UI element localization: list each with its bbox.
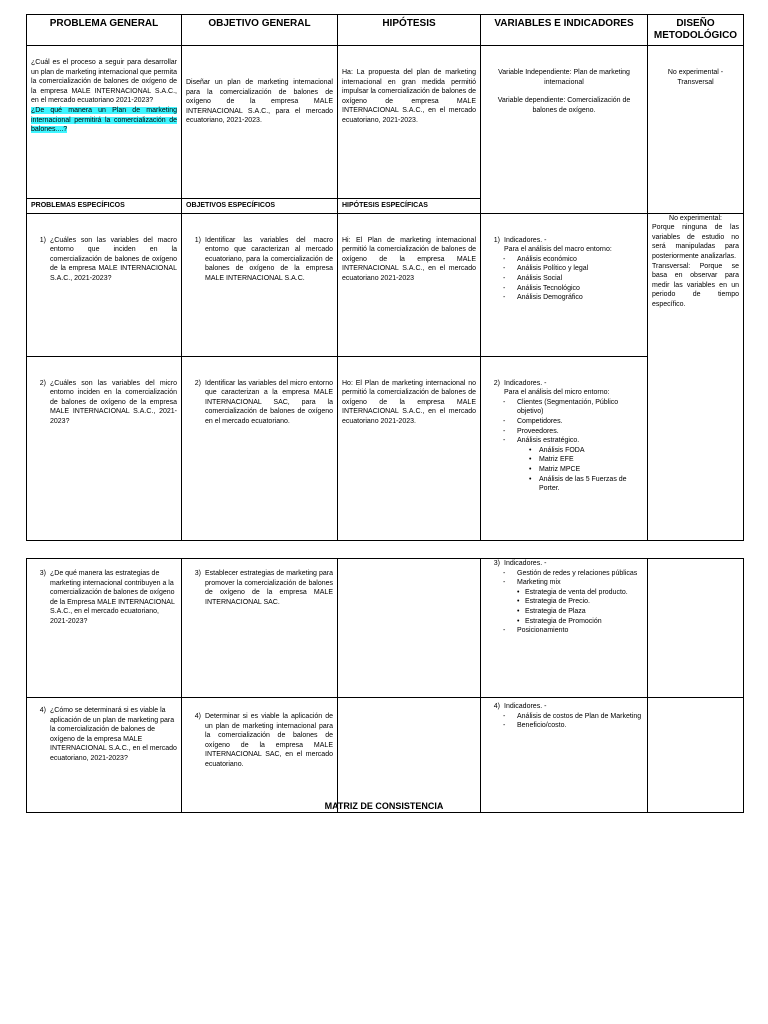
row2-problema-cell: 2) ¿Cuáles son las variables del micro entorno inciden en la comercialización de balones de oxígeno de la empresa MALE INTERNACIONAL S.A.C., 2021-2023? (27, 356, 182, 540)
list-item: • Estrategia de venta del producto. (517, 588, 643, 598)
list-item: - Análisis Político y legal (503, 264, 643, 274)
general-hipotesis: Ha: La propuesta del plan de marketing internacional en gran medida permitió impulsar la comercialización de balones de oxígeno de empresa MALE INTERNACIONAL S.A.C., en el mercado ecuatoriano, 2021-2023. (342, 69, 476, 124)
list-item: - Proveedores. (503, 427, 643, 437)
row4-objetivo: Determinar si es viable la aplicación de un plan de marketing internacional para la comercialización de balones de oxígeno de la empresa MALE INTERNACIONAL SAC, en el mercado ecuatoriano. (205, 713, 333, 768)
row1-ind-list (485, 255, 643, 303)
row1-diseno-b: Porque ninguna de las variables de estudio no será manipuladas para posteriormente analizarlas. (652, 224, 739, 260)
list-item: - Competidores. (503, 417, 643, 427)
list-item: • Estrategia de Plaza (517, 607, 643, 617)
general-problema: ¿Cuál es el proceso a seguir para desarrollar un plan de marketing internacional que permita la comercialización de balones de oxígeno de la empresa MALE INTERNACIONAL S.A.C., en el mercado ecuatoriano 2021-2023? (31, 59, 177, 105)
consistency-matrix-top (26, 14, 744, 541)
list-item: - Posicionamiento (503, 626, 643, 636)
list-item: - Análisis económico (503, 255, 643, 265)
specific-row-2 (27, 356, 744, 540)
specific-row-4 (27, 698, 744, 813)
list-item: • Matriz EFE (529, 455, 643, 465)
row3-ind-list (485, 569, 643, 588)
row4-objetivo-cell: 4) Determinar si es viable la aplicación de un plan de marketing internacional para la comercialización de balones de oxígeno de la empresa MALE INTERNACIONAL SAC, en el mercado ecuatoriano. (182, 698, 338, 813)
row4-problema-cell: 4) ¿Cómo se determinará si es viable la aplicación de un plan de marketing para la comercialización de balones de oxígeno de la empresa MALE INTERNACIONAL S.A.C., en el mercado ecuatoriano, 2021-2023? (27, 698, 182, 813)
row4-hipotesis-cell (338, 698, 481, 813)
row3-mix-list (485, 588, 643, 626)
header-problema-general: PROBLEMA GENERAL (27, 15, 182, 46)
list-item: • Matriz MPCE (529, 465, 643, 475)
row4-ind-title: Indicadores. - (504, 703, 547, 710)
general-objetivo-cell (182, 46, 338, 199)
general-problema-highlight: ¿De qué manera un Plan de marketing internacional permitirá la comercialización de balones....? (31, 106, 177, 134)
row1-problema: ¿Cuáles son las variables del macro entorno que inciden en la comercialización de balones de oxígeno de la empresa MALE INTERNACIONAL S.A.C., 2021-2023? (50, 236, 177, 282)
header-objetivo-general: OBJETIVO GENERAL (182, 15, 338, 46)
sub-problemas: PROBLEMAS ESPECÍFICOS (27, 199, 182, 214)
list-item: - Beneficio/costo. (503, 721, 643, 731)
list-item: - Análisis estratégico. (503, 436, 643, 446)
row1-diseno-a: No experimental: (669, 214, 722, 222)
row1-indicadores-cell: 1) Indicadores. - Para el análisis del macro entorno: - Análisis económico - Análisis Político y legal - Análisis Social - Análisis Tecnológico - Análisis Demográfico (481, 213, 648, 356)
list-item: - Análisis Demográfico (503, 293, 643, 303)
row4-indicadores-cell: 4) Indicadores. - - Análisis de costos de Plan de Marketing - Beneficio/costo. (481, 698, 648, 813)
consistency-matrix-bottom (26, 558, 744, 813)
specific-row-1 (27, 213, 744, 356)
header-variables: VARIABLES E INDICADORES (481, 15, 648, 46)
var-independiente: Variable Independiente: Plan de marketing internacional (498, 69, 630, 86)
row3-ind-title: Indicadores. - (504, 560, 547, 567)
row3-objetivo-cell: 3) Establecer estrategias de marketing para promover la comercialización de balones de oxígeno de la empresa MALE INTERNACIONAL SAC. (182, 559, 338, 698)
row3-hipotesis-cell (338, 559, 481, 698)
row1-hipotesis: Hi: El Plan de marketing internacional permitió la comercialización de balones de oxígeno de la empresa MALE INTERNACIONAL S.A.C., en el mercado ecuatoriano 2021-2023 (342, 236, 476, 282)
list-item: - Clientes (Segmentación, Público objetivo) (503, 398, 643, 417)
row1-diseno-c: Transversal: Porque se basa en observar para medir las variables en un periodo de tiempo específico. (652, 262, 739, 308)
sub-objetivos: OBJETIVOS ESPECÍFICOS (182, 199, 338, 214)
row2-hipotesis: Ho: El Plan de marketing internacional no permitió la comercialización de balones de oxígeno de la empresa MALE INTERNACIONAL S.A.C., en el mercado ecuatoriano 2021-2023. (342, 379, 476, 425)
row2-problema: ¿Cuáles son las variables del micro entorno inciden en la comercialización de balones de oxígeno de la empresa MALE INTERNACIONAL S.A.C., 2021-2023? (50, 379, 177, 425)
list-item: - Análisis Social (503, 274, 643, 284)
specific-row-3 (27, 559, 744, 698)
list-item: • Estrategia de Promoción (517, 617, 643, 627)
row3-indicadores-cell: 3) Indicadores. - - Gestión de redes y relaciones públicas - Marketing mix • Estrategia de venta del producto. • Estrategia de Precio. • Estrategia de Plaza • Estrategia de Promoción - Posicionamiento (481, 559, 648, 698)
list-item: • Análisis de las 5 Fuerzas de Porter. (529, 475, 643, 494)
row1-ind-title: Indicadores. - (504, 236, 547, 244)
row3-problema: ¿De qué manera las estrategias de marketing internacional contribuyen a la comercialización de balones de oxígeno de la Empresa MALE INTERNACIONAL S.A.C., en el mercado ecuatoriano, 2021-2023? (50, 570, 175, 625)
header-row (27, 15, 744, 46)
row2-ind-list (485, 398, 643, 446)
general-objetivo: Diseñar un plan de marketing internacional para la comercialización de balones de oxígeno de la empresa MALE INTERNACIONAL S.A.C., para el mercado ecuatoriano, 2021-2023. (186, 79, 333, 125)
row1-objetivo-cell: 1) Identificar las variables del macro entorno que caracterizan al mercado ecuatoriano, para la comercialización de balones de oxígeno de la empresa MALE INTERNACIONAL S.A.C. (182, 213, 338, 356)
var-dependiente: Variable dependiente: Comercialización de balones de oxígeno. (497, 97, 631, 114)
sub-hipotesis: HIPÓTESIS ESPECÍFICAS (338, 199, 481, 214)
row2-hipotesis-cell (338, 356, 481, 540)
list-item: - Marketing mix (503, 578, 643, 588)
list-item: • Análisis FODA (529, 446, 643, 456)
list-item: - Análisis Tecnológico (503, 284, 643, 294)
row4-problema: ¿Cómo se determinará si es viable la aplicación de un plan de marketing para la comercialización de balones de oxígeno de la empresa MALE INTERNACIONAL S.A.C., en el mercado ecuatoriano, 2021-2023? (50, 707, 177, 762)
general-problema-cell (27, 46, 182, 199)
list-item: • Estrategia de Precio. (517, 597, 643, 607)
header-diseno: DISEÑO METODOLÓGICO (648, 15, 744, 46)
row4-diseno-cell (648, 698, 744, 813)
row4-ind-list (485, 712, 643, 731)
row1-ind-sub: Para el análisis del macro entorno: (504, 246, 612, 254)
row2-ind-sub: Para el análisis del micro entorno: (504, 389, 610, 397)
row1-problema-cell: 1) ¿Cuáles son las variables del macro entorno que inciden en la comercialización de balones de oxígeno de la empresa MALE INTERNACIONAL S.A.C., 2021-2023? (27, 213, 182, 356)
row3-problema-cell: 3) ¿De qué manera las estrategias de marketing internacional contribuyen a la comercialización de balones de oxígeno de la Empresa MALE INTERNACIONAL S.A.C., en el mercado ecuatoriano, 2021-2023? (27, 559, 182, 698)
row1-diseno-cell (648, 213, 744, 540)
row2-ind-title: Indicadores. - (504, 379, 547, 387)
row2-ind-sublist (485, 446, 643, 494)
row1-hipotesis-cell (338, 213, 481, 356)
document-caption: MATRIZ DE CONSISTENCIA (324, 801, 444, 811)
general-hipotesis-cell (338, 46, 481, 199)
general-row (27, 46, 744, 199)
general-diseno: No experimental - Transversal (667, 69, 724, 86)
row2-objetivo: Identificar las variables del micro entorno que caracterizan a la empresa MALE INTERNACIONAL SAC, para la comercialización de balones de oxígeno en el mercado ecuatoriano. (205, 379, 333, 425)
general-variables-cell (481, 46, 648, 214)
header-hipotesis: HIPÓTESIS (338, 15, 481, 46)
row3-ind-list-end (485, 626, 643, 636)
list-item: - Gestión de redes y relaciones públicas (503, 569, 643, 579)
row3-diseno-cell (648, 559, 744, 698)
row1-objetivo: Identificar las variables del macro entorno que caracterizan al mercado ecuatoriano, para la comercialización de balones de oxígeno de la empresa MALE INTERNACIONAL S.A.C. (205, 236, 333, 282)
row3-objetivo: Establecer estrategias de marketing para promover la comercialización de balones de oxígeno de la empresa MALE INTERNACIONAL SAC. (205, 570, 333, 606)
row2-objetivo-cell: 2) Identificar las variables del micro entorno que caracterizan a la empresa MALE INTERNACIONAL SAC, para la comercialización de balones de oxígeno en el mercado ecuatoriano. (182, 356, 338, 540)
list-item: - Análisis de costos de Plan de Marketing (503, 712, 643, 722)
general-diseno-cell (648, 46, 744, 214)
row2-indicadores-cell: 2) Indicadores. - Para el análisis del micro entorno: - Clientes (Segmentación, Público objetivo) - Competidores. - Proveedores. - Análisis estratégico. • Análisis FODA • Matriz EFE • Matriz MPCE • Análisis de las 5 Fuerzas de Porter. (481, 356, 648, 540)
